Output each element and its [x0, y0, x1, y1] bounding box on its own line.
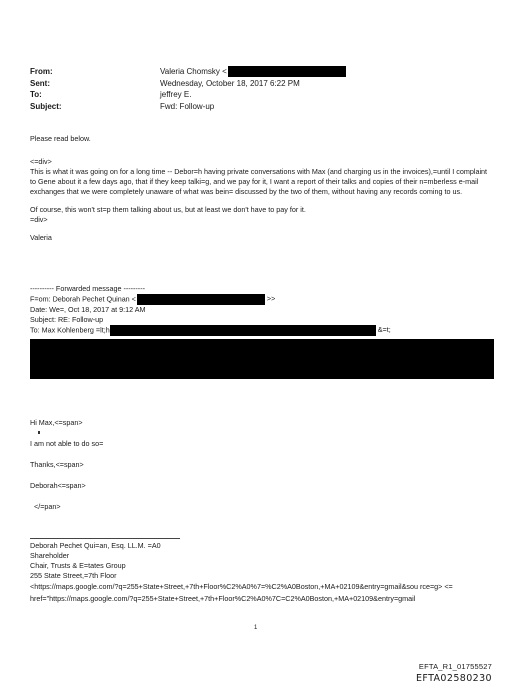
signature-valeria: Valeria	[30, 233, 52, 242]
intro-line: Please read below.	[30, 134, 91, 143]
paragraph-1: This is what it was going on for a long time -- Debor=h having private conversations with Max (and charging us in the invoices),=until I complaint to Gene about it a few days ago, that if they keep talki=g, and we pay for it, I want a report of their talks and copies of their n=mberless e-mail exchanges that we were completely unaware of what was bein= discussed by the two of them, without having any records coming to us.	[30, 167, 488, 196]
sig-link-2: href="https://maps.google.com/?q=255+State+Street,+7th+Floor%C2%A0%7C=C2%A0Boston,+MA+02109&entry=gmail	[30, 594, 416, 603]
from-row	[30, 66, 490, 78]
sig-title: Shareholder	[30, 551, 70, 560]
sent-row	[30, 78, 490, 90]
to-value: jeffrey E.	[160, 90, 192, 99]
sig-dept: Chair, Trusts & E=tates Group	[30, 561, 126, 570]
reply-block	[30, 418, 490, 512]
forward-marker: ---------- Forwarded message ---------	[30, 284, 145, 293]
sig-link-1: <https://maps.google.com/?q=255+State+Street,+7th+Floor%C2%A0%7=%C2%A0Boston,+MA+02109&entry=gmail&sou rce=g> <=	[30, 582, 453, 591]
subject-value: Fwd: Follow-up	[160, 101, 215, 111]
forward-from: F=om: Deborah Pechet Quinan <	[30, 294, 136, 304]
reply-thanks: Thanks,<=span>	[30, 460, 84, 469]
to-label: To:	[30, 90, 42, 99]
signature-block	[30, 541, 490, 604]
redaction-bar	[228, 66, 346, 77]
page-number: 1	[254, 625, 258, 631]
forward-from-end: >>	[266, 294, 276, 304]
from-value: Valeria Chomsky <	[160, 67, 227, 76]
redaction-bar	[137, 294, 265, 305]
paragraph-2: Of course, this won't st=p them talking about us, but at least we don't have to pay for it.	[30, 205, 306, 214]
redaction-bar	[110, 325, 376, 336]
email-body	[30, 134, 490, 243]
forward-subject: Subject: RE: Follow-up	[30, 315, 104, 324]
to-row	[30, 89, 490, 101]
bates-number-2: EFTA02580230	[415, 673, 492, 684]
div-close: =div>	[30, 215, 48, 224]
reply-name: Deborah<=span>	[30, 481, 86, 490]
reply-greeting: Hi Max,<=span>	[30, 418, 83, 427]
forwarded-block	[30, 284, 490, 336]
sent-label: Sent:	[30, 78, 50, 88]
div-open: <=div>	[30, 157, 52, 166]
forward-to-end: &=t;	[377, 325, 391, 335]
sent-value: Wednesday, October 18, 2017 6:22 PM	[160, 78, 300, 88]
forward-to: To: Max Kohlenberg =lt;h	[30, 325, 110, 335]
signature-divider	[30, 538, 180, 539]
sig-name: Deborah Pechet Qui=an, Esq. LL.M. =A0	[30, 541, 161, 550]
sig-address: 255 State Street,=7th Floor	[30, 571, 117, 580]
reply-close-span: </=pan>	[34, 502, 61, 511]
subject-row	[30, 101, 490, 113]
email-header	[30, 66, 490, 112]
large-redaction-block	[30, 339, 494, 379]
forward-date: Date: We=, Oct 18, 2017 at 9:12 AM	[30, 305, 146, 314]
stray-mark	[38, 431, 40, 434]
reply-line: I am not able to do so=	[30, 439, 104, 448]
bates-number-1: EFTA_R1_01755527	[418, 662, 492, 671]
from-label: From:	[30, 67, 53, 76]
subject-label: Subject:	[30, 101, 62, 111]
